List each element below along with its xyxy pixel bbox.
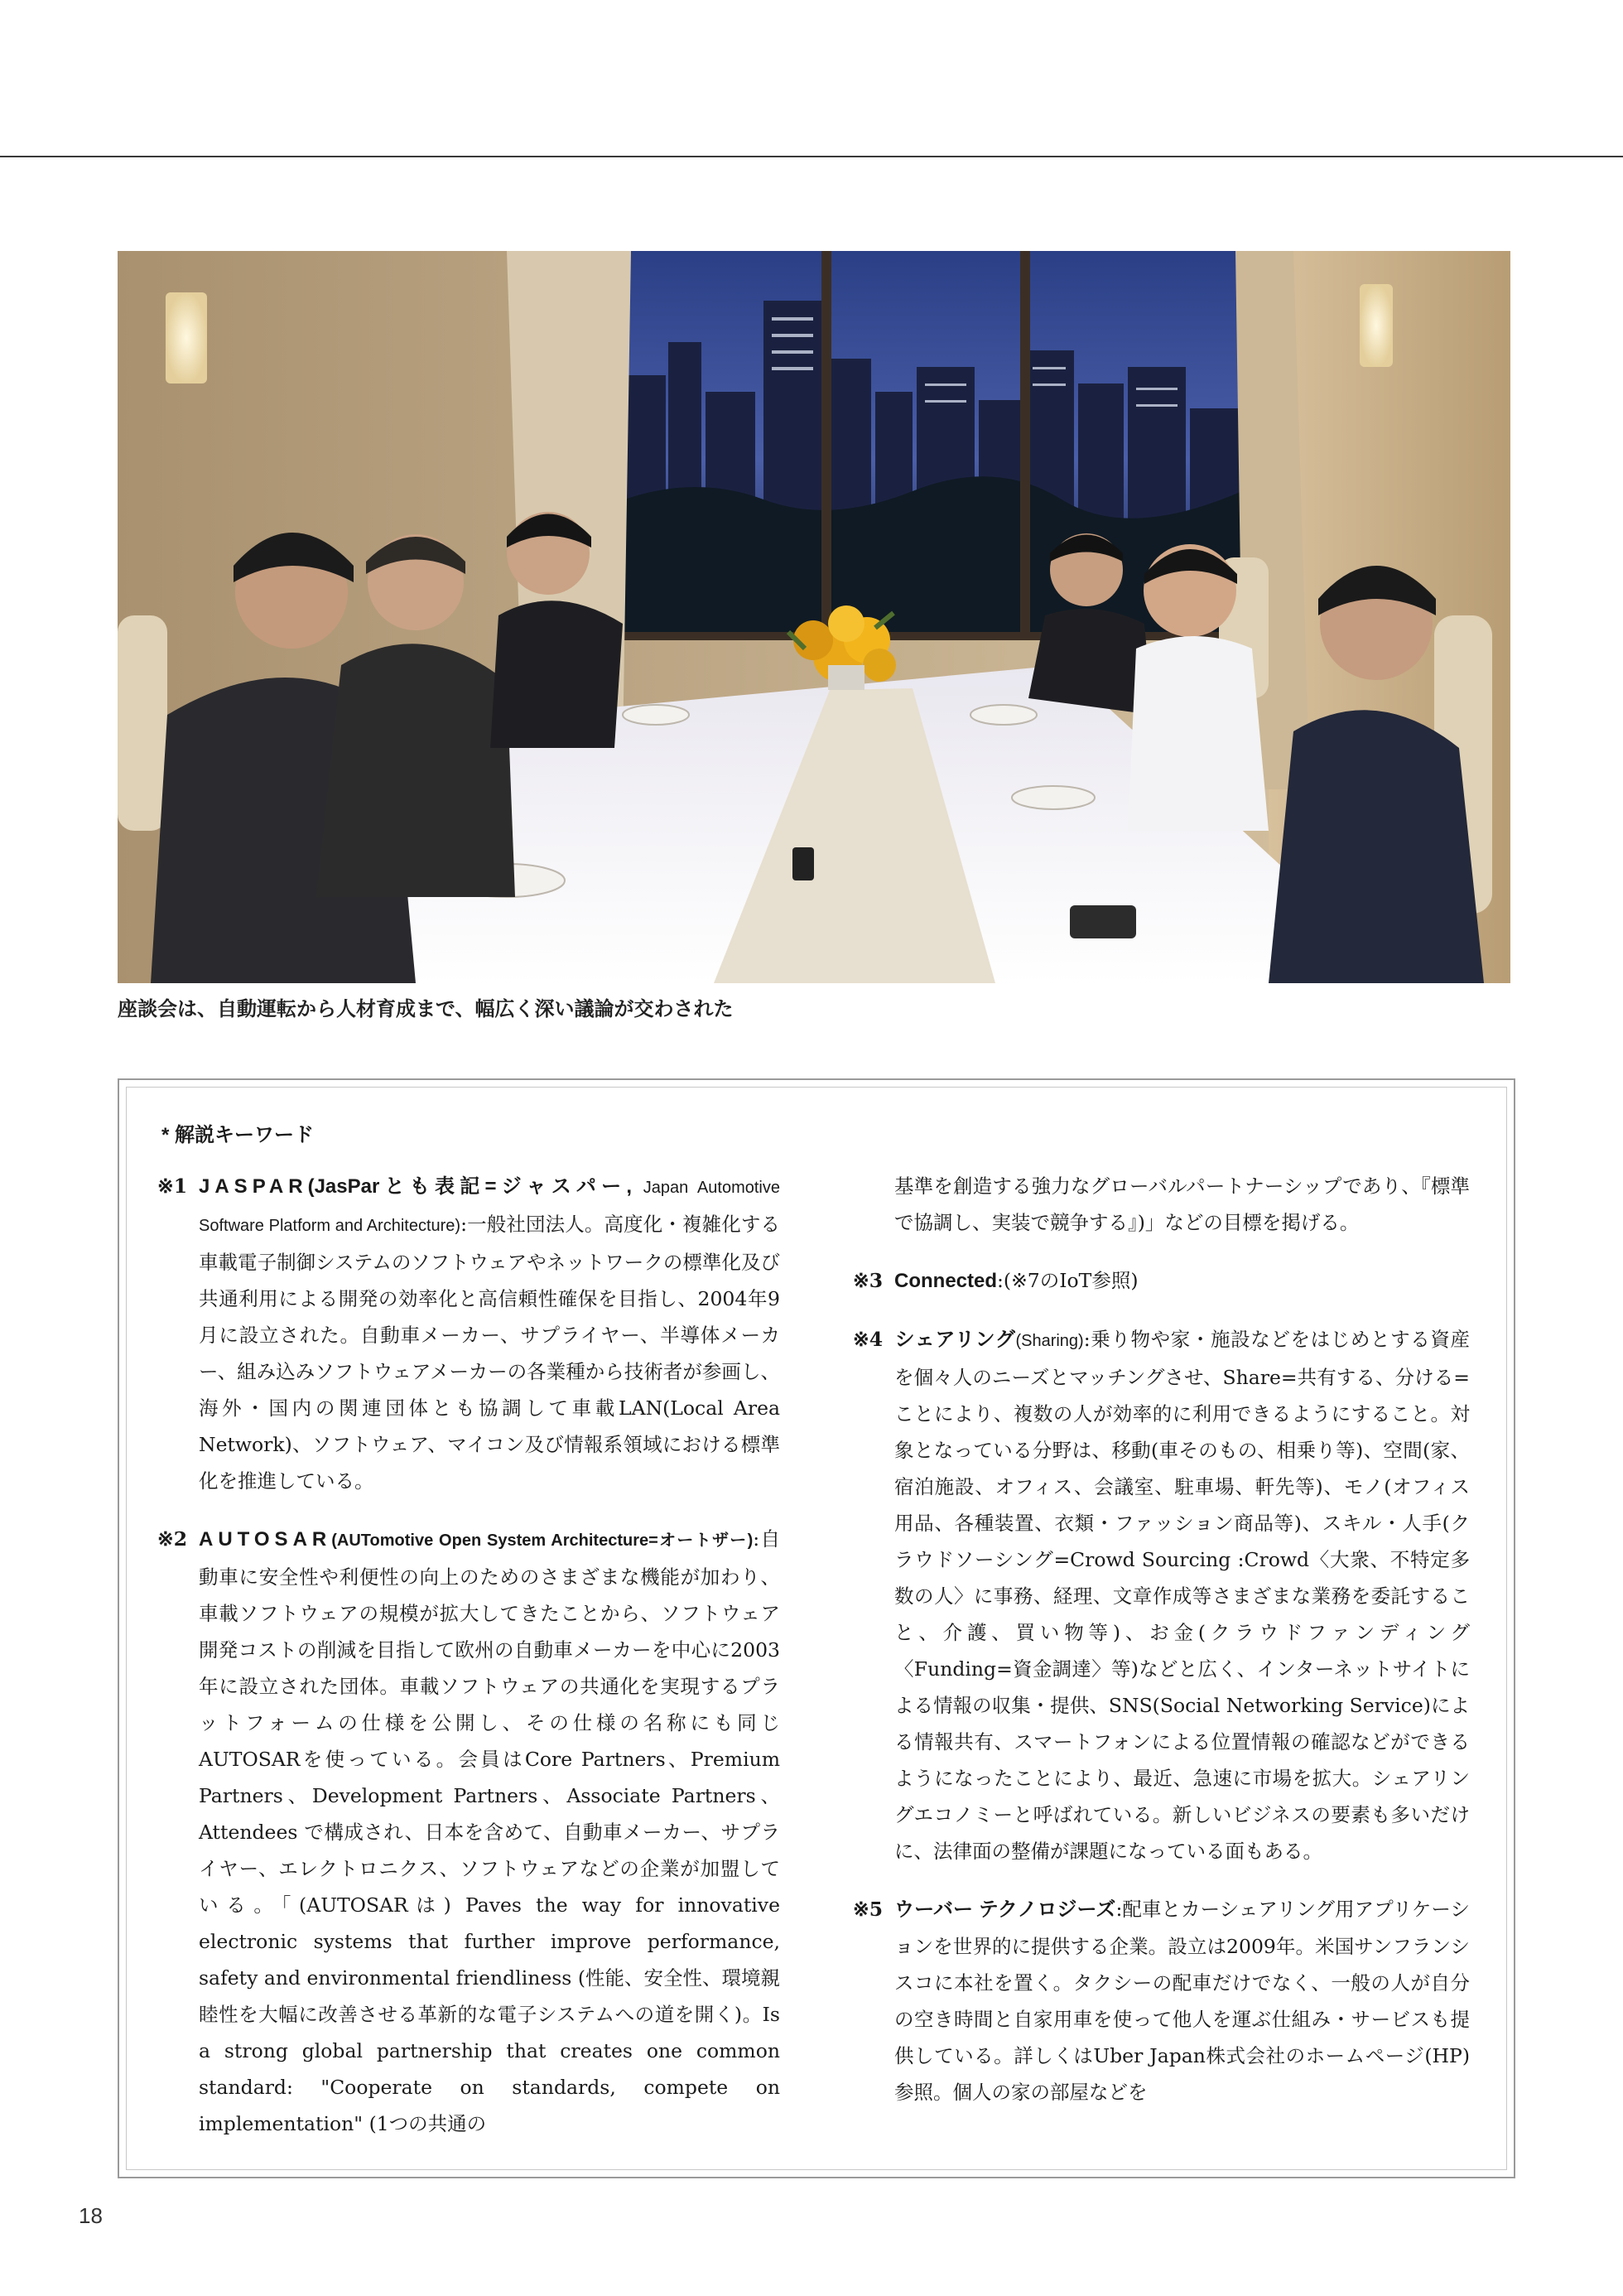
glossary-entry-connected bbox=[853, 1262, 1470, 1300]
entry-term: Connected bbox=[894, 1270, 998, 1292]
entry-body: :配車とカーシェアリング用アプリケーションを世界的に提供する企業。設立は2009年。米国サンフランシスコに本社を置く。タクシーの配車だけでなく、一般の人が自分の空き時間と自家用車を使って他人を運ぶ仕組み・サービスも提供している。詳しくはUber Japan株式会社のホームページ(HP)参照。個人の家の部屋などを bbox=[894, 1898, 1471, 2104]
entry-term-note: (JasParとも表記=ジャスパー, bbox=[307, 1175, 633, 1198]
entry-term-note: (Sharing) bbox=[1015, 1332, 1084, 1350]
entry-mark: ※5 bbox=[853, 1898, 884, 1921]
glossary-entry-autosar bbox=[157, 1521, 780, 2142]
entry-term: ウーバー テクノロジーズ bbox=[894, 1898, 1116, 1921]
glossary-column-left bbox=[157, 1168, 780, 2163]
glossary-entry-autosar-continued: 基準を創造する強力なグローバルパートナーシップであり、『標準で協調し、実装で競争する』)」などの目標を掲げる。 bbox=[894, 1175, 1470, 1234]
entry-term-note: (AUTomotive Open System Architecture=オートザー) bbox=[331, 1531, 754, 1550]
entry-mark: ※2 bbox=[157, 1527, 188, 1551]
entry-body: :自動車に安全性や利便性の向上のためのさまざまな機能が加わり、車載ソフトウェアの規模が拡大してきたことから、ソフトウェア開発コストの削減を目指して欧州の自動車メーカーを中心に2003年に設立された団体。車載ソフトウェアの共通化を実現するプラットフォームの仕様を公開し、その仕様の名称にも同じAUTOSARを使っている。会員はCore Partners、Premium Partners、Development Partners、Associate Partners、Attendees で構成され、日本を含めて、自動車メーカー、サプライヤー、エレクトロニクス、ソフトウェアなどの企業が加盟している。「(AUTOSARは) Paves the way for innovative electronic systems that further improve performance, safety and environmental friendliness (性能、安全性、環境親睦性を大幅に改善させる革新的な電子システムへの道を開く)。Is a strong global partnership that creates one common standard: "Cooperate on standards, compete on implementation" (1つの共通の bbox=[199, 1527, 781, 2135]
glossary-entry-jaspar bbox=[157, 1168, 780, 1499]
glossary-heading: * 解説キーワード bbox=[161, 1124, 315, 1146]
glossary-entry-sharing bbox=[853, 1321, 1470, 1869]
entry-mark: ※4 bbox=[853, 1328, 884, 1351]
entry-mark: ※1 bbox=[157, 1175, 188, 1198]
header-rule bbox=[0, 156, 1623, 157]
entry-term: AUTOSAR bbox=[199, 1528, 332, 1551]
entry-term-note-en: Japan Automotive Software Platform and Architecture) bbox=[199, 1179, 780, 1235]
entry-term: JASPAR bbox=[199, 1175, 308, 1198]
page-number: 18 bbox=[79, 2203, 103, 2228]
photo-caption: 座談会は、自動運転から人材育成まで、幅広く深い議論が交わされた bbox=[118, 998, 734, 1020]
roundtable-photo bbox=[118, 251, 1510, 983]
glossary-column-right bbox=[853, 1168, 1470, 2132]
entry-body: :(※7のIoT参照) bbox=[997, 1269, 1139, 1292]
glossary-entry-uber bbox=[853, 1891, 1470, 2110]
entry-term: シェアリング bbox=[894, 1329, 1016, 1351]
entry-body: :一般社団法人。高度化・複雑化する車載電子制御システムのソフトウェアやネットワークの標準化及び共通利用による開発の効率化と高信頼性確保を目指し、2004年9月に設立された。自動車メーカー、サプライヤー、半導体メーカー、組み込みソフトウェアメーカーの各業種から技術者が参画し、海外・国内の関連団体とも協調して車載LAN(Local Area Network)、ソフトウェア、マイコン及び情報系領域における標準化を推進している。 bbox=[199, 1213, 780, 1493]
entry-body: :乗り物や家・施設などをはじめとする資産を個々人のニーズとマッチングさせ、Share=共有する、分ける=ことにより、複数の人が効率的に利用できるようにすること。対象となっている分野は、移動(車そのもの、相乗り等)、空間(家、宿泊施設、オフィス、会議室、駐車場、軒先等)、モノ(オフィス用品、各種装置、衣類・ファッション商品等)、スキル・人手(クラウドソーシング=Crowd Sourcing :Crowd〈大衆、不特定多数の人〉に事務、経理、文章作成等さまざまな業務を委託すること、介護、買い物等)、お金(クラウドファンディング〈Funding=資金調達〉等)などと広く、インターネットサイトによる情報の収集・提供、SNS(Social Networking Service)による情報共有、スマートフォンによる位置情報の確認などができるようになったことにより、最近、急速に市場を拡大。シェアリングエコノミーと呼ばれている。新しいビジネスの要素も多いだけに、法律面の整備が課題になっている面もある。 bbox=[894, 1328, 1470, 1863]
entry-mark: ※3 bbox=[853, 1269, 884, 1292]
